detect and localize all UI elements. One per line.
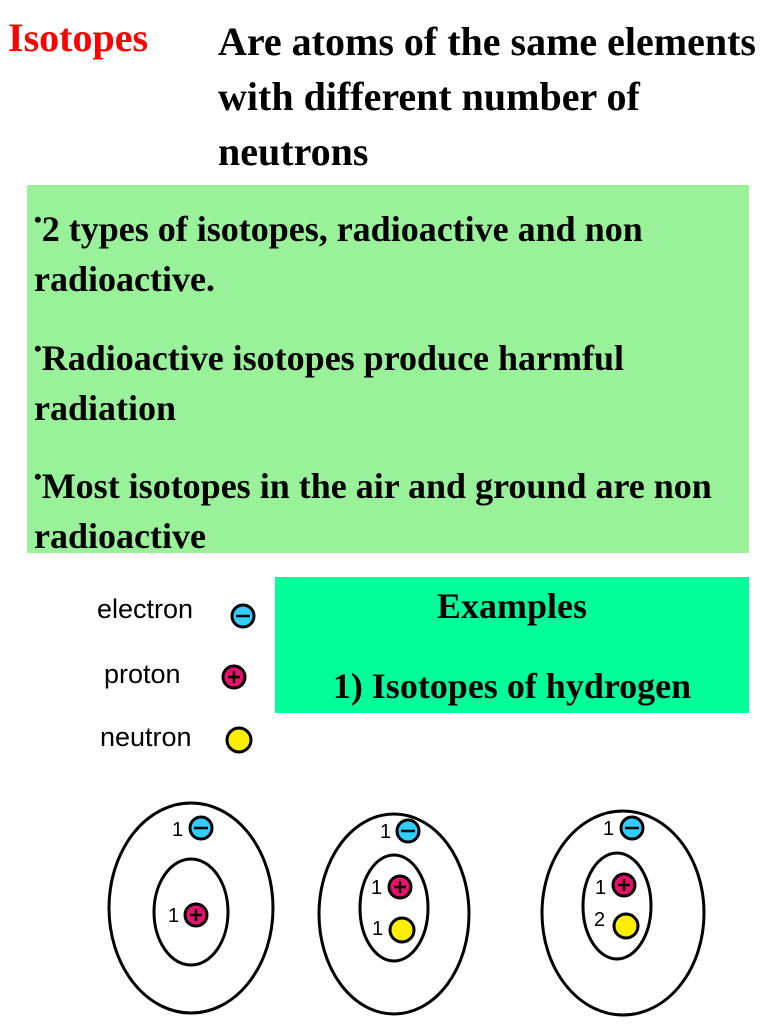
bullet-marker: • xyxy=(34,464,42,489)
electron-icon xyxy=(621,817,643,839)
examples-subtitle: 1) Isotopes of hydrogen xyxy=(332,666,692,706)
electron-count: 1 xyxy=(172,819,184,841)
neutron-icon xyxy=(227,728,251,752)
bullet-marker: • xyxy=(34,336,42,361)
page-title: Isotopes xyxy=(8,15,149,60)
proton-count: 1 xyxy=(168,905,180,927)
outer-shell xyxy=(319,814,469,1014)
electron-icon xyxy=(397,820,419,842)
inner-shell xyxy=(583,853,651,959)
legend-neutron-label: neutron xyxy=(100,722,192,752)
proton-icon xyxy=(613,874,635,896)
atom-deuterium xyxy=(319,814,469,1014)
proton-icon xyxy=(223,666,245,688)
electron-icon xyxy=(232,605,254,627)
proton-count: 1 xyxy=(371,877,383,899)
proton-icon xyxy=(389,876,411,898)
proton-icon xyxy=(185,904,207,926)
electron-icon xyxy=(190,817,212,839)
electron-count: 1 xyxy=(380,821,392,843)
proton-count: 1 xyxy=(595,877,607,899)
neutron-icon xyxy=(390,918,414,942)
legend-proton-label: proton xyxy=(104,659,181,689)
bullet-marker: • xyxy=(34,207,42,232)
atom-protium xyxy=(109,803,273,1013)
legend-electron-label: electron xyxy=(97,594,194,624)
electron-count: 1 xyxy=(603,818,615,840)
definition-text: Are atoms of the same elements with different number of neutrons xyxy=(218,19,756,174)
neutron-count: 2 xyxy=(594,909,606,931)
atom-tritium xyxy=(542,811,704,1015)
neutron-count: 1 xyxy=(372,918,384,940)
neutron-icon xyxy=(614,914,638,938)
bullet-item: •Most isotopes in the air and ground are non radioactive xyxy=(34,464,712,556)
examples-title: Examples xyxy=(436,586,587,626)
bullet-item: •2 types of isotopes, radioactive and non radioactive. xyxy=(34,207,643,299)
bullet-item: •Radioactive isotopes produce harmful radiation xyxy=(34,336,625,428)
inner-shell xyxy=(360,855,428,961)
